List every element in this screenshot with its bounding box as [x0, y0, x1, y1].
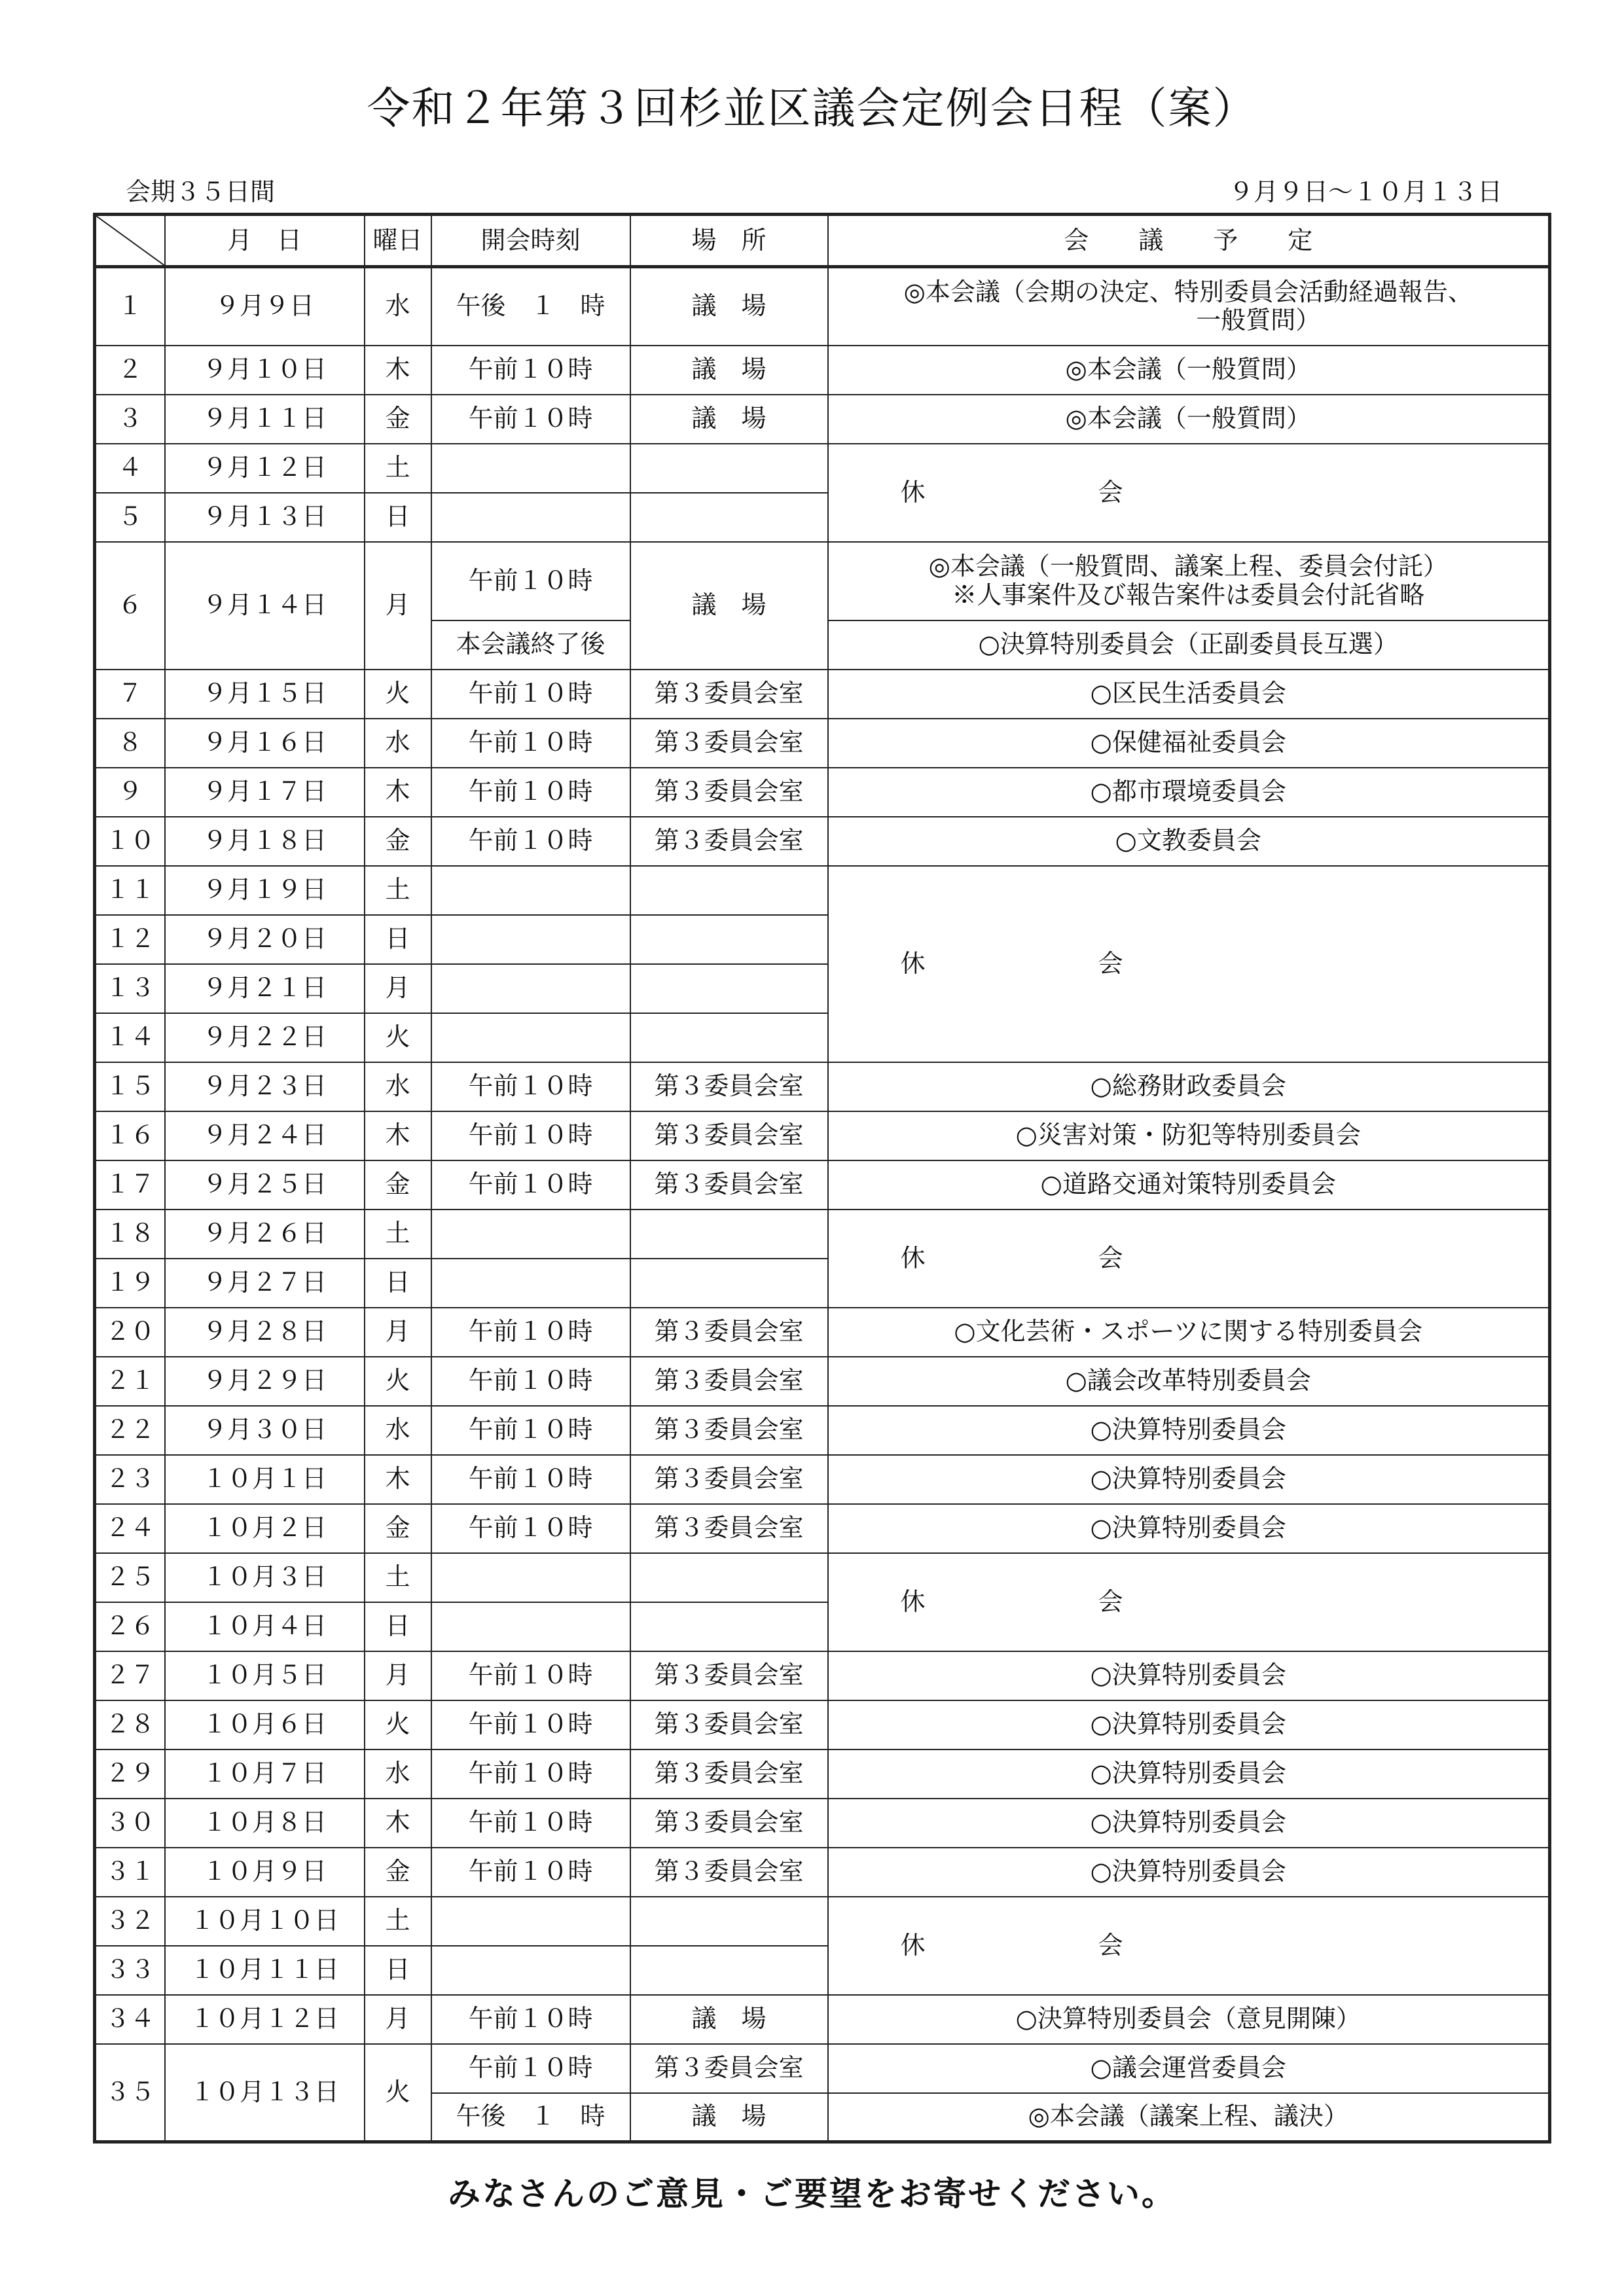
row-time	[431, 964, 630, 1013]
row-weekday: 月	[365, 542, 431, 670]
row-time: 午前１０時	[431, 1357, 630, 1406]
row-weekday: 日	[365, 1602, 431, 1651]
row-weekday: 月	[365, 964, 431, 1013]
header-weekday: 曜日	[365, 215, 431, 267]
table-header-row	[95, 215, 1550, 267]
row-weekday: 木	[365, 346, 431, 395]
row-time: 午前１０時	[431, 1799, 630, 1848]
row-time: 午前１０時	[431, 1455, 630, 1504]
row-date: ９月１２日	[165, 444, 365, 493]
table-row	[95, 1160, 1550, 1210]
row-time: 午前１０時	[431, 1995, 630, 2044]
recess-label: 会	[1098, 1587, 1123, 1616]
table-row	[95, 267, 1550, 346]
row-time	[431, 915, 630, 964]
row-weekday: 木	[365, 1455, 431, 1504]
recess-cell	[828, 444, 1550, 542]
row-number: ３２	[95, 1897, 165, 1946]
row-number: ２	[95, 346, 165, 395]
row-agenda: ○文教委員会	[828, 817, 1550, 866]
table-row	[95, 719, 1550, 768]
row-weekday: 土	[365, 1210, 431, 1259]
row-agenda	[828, 542, 1550, 620]
row-weekday: 土	[365, 444, 431, 493]
row-number: ２８	[95, 1700, 165, 1749]
table-row	[95, 1749, 1550, 1799]
row-number: １２	[95, 915, 165, 964]
row-place	[630, 1897, 828, 1946]
row-date: ９月９日	[165, 267, 365, 346]
row-agenda: ◎本会議（一般質問）	[828, 346, 1550, 395]
row-place: 第３委員会室	[630, 1062, 828, 1111]
row-weekday: 水	[365, 1749, 431, 1799]
row-date: ９月２６日	[165, 1210, 365, 1259]
row-agenda: ○決算特別委員会（正副委員長互選）	[828, 620, 1550, 670]
row-agenda: ○決算特別委員会	[828, 1700, 1550, 1749]
row-date: １０月９日	[165, 1848, 365, 1897]
row-time: 午前１０時	[431, 768, 630, 817]
row-weekday: 土	[365, 1553, 431, 1602]
row-date: １０月１日	[165, 1455, 365, 1504]
table-row	[95, 2044, 1550, 2093]
row-place	[630, 866, 828, 915]
row-place: 第３委員会室	[630, 2044, 828, 2093]
row-place: 第３委員会室	[630, 1308, 828, 1357]
row-agenda	[828, 267, 1550, 346]
header-place: 場 所	[630, 215, 828, 267]
recess-cell	[828, 1553, 1550, 1651]
header-date: 月 日	[165, 215, 365, 267]
row-place: 第３委員会室	[630, 1111, 828, 1160]
row-date: ９月１１日	[165, 395, 365, 444]
row-place: 議 場	[630, 542, 828, 670]
row-number: ２１	[95, 1357, 165, 1406]
session-range: ９月９日～１０月１３日	[1228, 177, 1502, 206]
recess-label: 休	[900, 1930, 926, 1960]
row-date: ９月１５日	[165, 670, 365, 719]
row-agenda: ○文化芸術・スポーツに関する特別委員会	[828, 1308, 1550, 1357]
row-place: 第３委員会室	[630, 1799, 828, 1848]
session-length: 会期３５日間	[126, 177, 276, 206]
recess-label: 会	[1098, 477, 1123, 507]
recess-label: 休	[900, 1587, 926, 1616]
header-agenda: 会 議 予 定	[828, 215, 1550, 267]
row-number: ８	[95, 719, 165, 768]
row-weekday: 金	[365, 1848, 431, 1897]
table-row	[95, 1504, 1550, 1553]
row-date: ９月１３日	[165, 493, 365, 542]
row-time: 午前１０時	[431, 1848, 630, 1897]
row-place: 議 場	[630, 346, 828, 395]
agenda-line: ◎本会議（一般質問、議案上程、委員会付託）	[928, 551, 1448, 581]
row-weekday: 火	[365, 1357, 431, 1406]
row-date: ９月３０日	[165, 1406, 365, 1455]
row-place	[630, 1946, 828, 1995]
table-row	[95, 768, 1550, 817]
row-number: １８	[95, 1210, 165, 1259]
agenda-line: 一般質問）	[1196, 306, 1321, 335]
row-weekday: 火	[365, 1013, 431, 1062]
recess-label: 休	[900, 1243, 926, 1272]
row-date: １０月４日	[165, 1602, 365, 1651]
row-weekday: 日	[365, 915, 431, 964]
row-place: 第３委員会室	[630, 768, 828, 817]
row-weekday: 金	[365, 1504, 431, 1553]
row-weekday: 水	[365, 1062, 431, 1111]
row-date: ９月２０日	[165, 915, 365, 964]
row-number: ３０	[95, 1799, 165, 1848]
row-agenda: ○区民生活委員会	[828, 670, 1550, 719]
row-number: ２９	[95, 1749, 165, 1799]
recess-label: 会	[1098, 1930, 1123, 1960]
row-weekday: 月	[365, 1651, 431, 1700]
row-place	[630, 964, 828, 1013]
row-date: １０月３日	[165, 1553, 365, 1602]
row-date: ９月２１日	[165, 964, 365, 1013]
row-time	[431, 493, 630, 542]
table-row	[95, 1848, 1550, 1897]
agenda-line: ◎本会議（会期の決定、特別委員会活動経過報告、	[903, 277, 1473, 306]
header-diagonal-cell	[95, 215, 165, 267]
row-date: １０月８日	[165, 1799, 365, 1848]
table-row	[95, 542, 1550, 620]
row-time: 午前１０時	[431, 542, 630, 620]
row-place: 第３委員会室	[630, 1504, 828, 1553]
recess-label: 会	[1098, 948, 1123, 978]
table-row	[95, 1651, 1550, 1700]
row-date: ９月１０日	[165, 346, 365, 395]
row-place: 第３委員会室	[630, 719, 828, 768]
table-row	[95, 866, 1550, 915]
row-place	[630, 444, 828, 493]
row-time: 午前１０時	[431, 2044, 630, 2093]
row-number: １６	[95, 1111, 165, 1160]
table-row	[95, 1062, 1550, 1111]
row-place: 第３委員会室	[630, 1455, 828, 1504]
row-number: ３１	[95, 1848, 165, 1897]
row-place: 議 場	[630, 2093, 828, 2142]
row-place	[630, 1259, 828, 1308]
row-date: １０月５日	[165, 1651, 365, 1700]
table-row	[95, 1897, 1550, 1946]
row-weekday: 火	[365, 670, 431, 719]
row-agenda: ○決算特別委員会（意見開陳）	[828, 1995, 1550, 2044]
table-row	[95, 817, 1550, 866]
row-time: 午前１０時	[431, 1062, 630, 1111]
row-date: １０月７日	[165, 1749, 365, 1799]
row-agenda: ○決算特別委員会	[828, 1749, 1550, 1799]
recess-cell	[828, 1210, 1550, 1308]
recess-label: 会	[1098, 1243, 1123, 1272]
row-date: ９月２７日	[165, 1259, 365, 1308]
row-weekday: 水	[365, 1406, 431, 1455]
table-row	[95, 1357, 1550, 1406]
row-time: 午前１０時	[431, 1308, 630, 1357]
row-time: 本会議終了後	[431, 620, 630, 670]
recess-label: 休	[900, 948, 926, 978]
row-time: 午前１０時	[431, 719, 630, 768]
table-row	[95, 395, 1550, 444]
row-date: １０月１０日	[165, 1897, 365, 1946]
row-number: ２４	[95, 1504, 165, 1553]
row-number: ２２	[95, 1406, 165, 1455]
row-weekday: 火	[365, 1700, 431, 1749]
row-weekday: 土	[365, 866, 431, 915]
row-agenda: ○保健福祉委員会	[828, 719, 1550, 768]
row-weekday: 土	[365, 1897, 431, 1946]
row-place: 第３委員会室	[630, 1160, 828, 1210]
row-agenda: ○決算特別委員会	[828, 1455, 1550, 1504]
row-agenda: ◎本会議（議案上程、議決）	[828, 2093, 1550, 2142]
row-time: 午後 １ 時	[431, 2093, 630, 2142]
row-time: 午前１０時	[431, 1749, 630, 1799]
row-number: １３	[95, 964, 165, 1013]
row-time	[431, 1259, 630, 1308]
row-weekday: 金	[365, 395, 431, 444]
row-date: ９月２５日	[165, 1160, 365, 1210]
row-place	[630, 1210, 828, 1259]
table-row	[95, 670, 1550, 719]
row-place: 第３委員会室	[630, 670, 828, 719]
row-agenda: ○決算特別委員会	[828, 1651, 1550, 1700]
row-weekday: 日	[365, 493, 431, 542]
row-number: ２６	[95, 1602, 165, 1651]
row-agenda: ○議会改革特別委員会	[828, 1357, 1550, 1406]
row-number: ４	[95, 444, 165, 493]
row-place: 第３委員会室	[630, 1406, 828, 1455]
row-number: ２３	[95, 1455, 165, 1504]
row-weekday: 木	[365, 1799, 431, 1848]
page-title: 令和２年第３回杉並区議会定例会日程（案）	[367, 83, 1257, 134]
footer-message: みなさんのご意見・ご要望をお寄せください。	[448, 2175, 1176, 2213]
recess-cell	[828, 866, 1550, 1062]
row-date: １０月１３日	[165, 2044, 365, 2142]
row-weekday: 木	[365, 1111, 431, 1160]
schedule-table	[93, 213, 1551, 2144]
row-date: ９月１８日	[165, 817, 365, 866]
row-date: ９月１６日	[165, 719, 365, 768]
table-row	[95, 444, 1550, 493]
row-number: ９	[95, 768, 165, 817]
row-weekday: 金	[365, 1160, 431, 1210]
row-date: ９月２２日	[165, 1013, 365, 1062]
row-weekday: 日	[365, 1259, 431, 1308]
row-place: 議 場	[630, 267, 828, 346]
row-time: 午前１０時	[431, 817, 630, 866]
row-weekday: 月	[365, 1995, 431, 2044]
row-number: １１	[95, 866, 165, 915]
row-agenda: ○決算特別委員会	[828, 1799, 1550, 1848]
row-weekday: 木	[365, 768, 431, 817]
row-date: ９月２３日	[165, 1062, 365, 1111]
row-time	[431, 1553, 630, 1602]
row-number: ３５	[95, 2044, 165, 2142]
row-agenda: ○議会運営委員会	[828, 2044, 1550, 2093]
row-place: 議 場	[630, 395, 828, 444]
row-date: １０月６日	[165, 1700, 365, 1749]
row-time	[431, 1210, 630, 1259]
header-time: 開会時刻	[431, 215, 630, 267]
recess-cell	[828, 1897, 1550, 1995]
row-date: １０月１１日	[165, 1946, 365, 1995]
agenda-line: ※人事案件及び報告案件は委員会付託省略	[952, 580, 1425, 609]
row-weekday: 水	[365, 267, 431, 346]
row-place	[630, 493, 828, 542]
row-number: ５	[95, 493, 165, 542]
row-place	[630, 915, 828, 964]
row-place	[630, 1013, 828, 1062]
table-row	[95, 1111, 1550, 1160]
recess-label: 休	[900, 477, 926, 507]
row-agenda: ○決算特別委員会	[828, 1504, 1550, 1553]
row-place	[630, 1602, 828, 1651]
row-date: １０月２日	[165, 1504, 365, 1553]
row-time: 午前１０時	[431, 1651, 630, 1700]
row-time	[431, 444, 630, 493]
row-time	[431, 1897, 630, 1946]
row-number: １４	[95, 1013, 165, 1062]
row-number: １	[95, 267, 165, 346]
row-agenda: ○決算特別委員会	[828, 1406, 1550, 1455]
row-number: ３３	[95, 1946, 165, 1995]
row-time: 午前１０時	[431, 346, 630, 395]
row-date: ９月１４日	[165, 542, 365, 670]
row-agenda: ○総務財政委員会	[828, 1062, 1550, 1111]
row-number: ６	[95, 542, 165, 670]
row-weekday: 水	[365, 719, 431, 768]
table-row	[95, 1700, 1550, 1749]
row-time	[431, 1946, 630, 1995]
row-date: ９月１９日	[165, 866, 365, 915]
row-weekday: 火	[365, 2044, 431, 2142]
row-number: １７	[95, 1160, 165, 1210]
row-time	[431, 866, 630, 915]
row-time: 午後 １ 時	[431, 267, 630, 346]
row-agenda: ○災害対策・防犯等特別委員会	[828, 1111, 1550, 1160]
row-time: 午前１０時	[431, 1111, 630, 1160]
row-date: ９月２４日	[165, 1111, 365, 1160]
row-place: 第３委員会室	[630, 1651, 828, 1700]
table-row	[95, 1308, 1550, 1357]
row-weekday: 日	[365, 1946, 431, 1995]
row-number: ７	[95, 670, 165, 719]
row-agenda: ○都市環境委員会	[828, 768, 1550, 817]
row-agenda: ◎本会議（一般質問）	[828, 395, 1550, 444]
row-number: ３４	[95, 1995, 165, 2044]
row-date: ９月２８日	[165, 1308, 365, 1357]
row-number: １９	[95, 1259, 165, 1308]
row-number: ２０	[95, 1308, 165, 1357]
row-place: 第３委員会室	[630, 817, 828, 866]
table-row	[95, 1210, 1550, 1259]
row-place: 第３委員会室	[630, 1357, 828, 1406]
row-number: １５	[95, 1062, 165, 1111]
table-row	[95, 1406, 1550, 1455]
row-weekday: 金	[365, 817, 431, 866]
row-number: ３	[95, 395, 165, 444]
row-agenda: ○決算特別委員会	[828, 1848, 1550, 1897]
row-time: 午前１０時	[431, 670, 630, 719]
row-time	[431, 1013, 630, 1062]
row-weekday: 月	[365, 1308, 431, 1357]
row-time	[431, 1602, 630, 1651]
row-date: ９月２９日	[165, 1357, 365, 1406]
table-row	[95, 1455, 1550, 1504]
row-time: 午前１０時	[431, 1160, 630, 1210]
table-row	[95, 1553, 1550, 1602]
row-place: 第３委員会室	[630, 1700, 828, 1749]
row-time: 午前１０時	[431, 395, 630, 444]
row-time: 午前１０時	[431, 1504, 630, 1553]
row-agenda: ○道路交通対策特別委員会	[828, 1160, 1550, 1210]
table-row	[95, 346, 1550, 395]
row-date: ９月１７日	[165, 768, 365, 817]
row-number: ２５	[95, 1553, 165, 1602]
table-row	[95, 1799, 1550, 1848]
row-place: 第３委員会室	[630, 1749, 828, 1799]
row-number: １０	[95, 817, 165, 866]
row-number: ２７	[95, 1651, 165, 1700]
row-place: 議 場	[630, 1995, 828, 2044]
row-time: 午前１０時	[431, 1406, 630, 1455]
row-time: 午前１０時	[431, 1700, 630, 1749]
table-row	[95, 1995, 1550, 2044]
row-place	[630, 1553, 828, 1602]
row-date: １０月１２日	[165, 1995, 365, 2044]
row-place: 第３委員会室	[630, 1848, 828, 1897]
